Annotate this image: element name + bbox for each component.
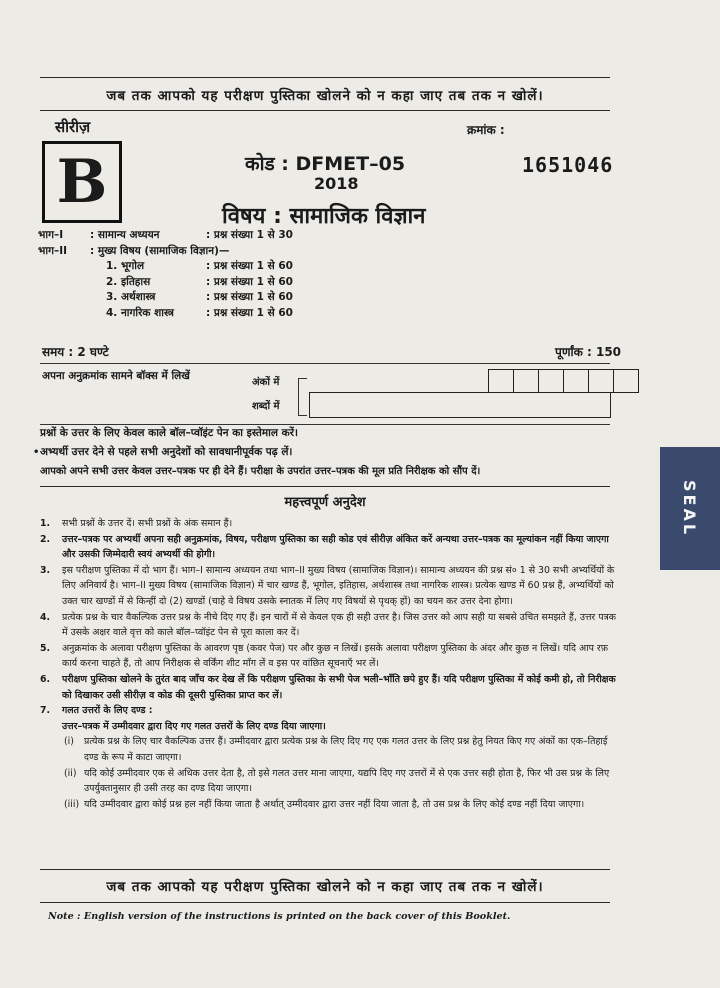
instructions-list (40, 516, 616, 812)
instruction-item (40, 563, 616, 610)
note-line: प्रश्नों के उत्तर के लिए केवल काले बॉल–प्वॉइंट पेन का इस्तेमाल करें। (40, 427, 299, 439)
note-line: आपको अपने सभी उत्तर केवल उत्तर–पत्रक पर ही देने हैं। परीक्षा के उपरांत उत्तर–पत्रक की मूल प्रति निरीक्षक को सौंप दें। (40, 466, 481, 477)
instruction-number: 7. (40, 705, 51, 717)
series-box (42, 141, 122, 223)
instruction-item (40, 610, 616, 641)
general-notes (40, 424, 620, 481)
roll-number-prompt: अपना अनुक्रमांक सामने बॉक्स में लिखें (42, 370, 190, 382)
part-range: : प्रश्न संख्या 1 से 60 (206, 260, 293, 272)
penalty-intro: उत्तर–पत्रक में उम्मीदवार द्वारा दिए गए गलत उत्तरों के लिए दण्ड दिया जाएगा। (62, 720, 326, 732)
banner-rule (40, 110, 610, 111)
penalty-item (40, 797, 616, 813)
penalty-item (40, 766, 616, 797)
penalty-text: यदि कोई उम्मीदवार एक से अधिक उत्तर देता है, तो इसे गलत उत्तर माना जाएगा, यद्यपि दिए गए उत्तरों में से एक उत्तर सही होता है, फिर भी उस प्रश्न के लिए उपर्युक्तानुसार ही उसी तरह का दण्ड दिया जाएगा। (84, 767, 610, 795)
label-brace (298, 378, 307, 416)
bottom-banner: जब तक आपको यह परीक्षण पुस्तिका खोलने को न कहा जाए तब तक न खोलें। (106, 879, 544, 895)
instruction-text: अनुक्रमांक के अलावा परीक्षण पुस्तिका के आवरण पृष्ठ (कवर पेज) पर और कुछ न लिखें। इसके अलावा परीक्षण पुस्तिका के अंदर और कुछ न लिखें। यदि आप रफ़ कार्य करना चाहते हैं, तो आप निरीक्षक से वर्किंग शीट माँग लें व इस पर वांछित सूचनाएँ भर लें। (62, 642, 608, 670)
booklet-code: कोड : DFMET–05 (245, 153, 406, 175)
instruction-text: परीक्षण पुस्तिका खोलने के तुरंत बाद जाँच कर देख लें कि परीक्षण पुस्तिका के सभी पेज भली–भाँति छपे हुए हैं। यदि परीक्षण पुस्तिका में कोई कमी हो, तो निरीक्षक को दिखाकर उसी सीरीज़ व कोड की दूसरी पुस्तिका प्राप्त कर लें। (62, 673, 616, 701)
part-name: 2. इतिहास (106, 275, 151, 288)
part-name: 3. अर्थशास्त्र (106, 291, 156, 303)
serial-number: 1651046 (522, 153, 614, 177)
instruction-item (40, 672, 616, 703)
instruction-text: सभी प्रश्नों के उत्तर दें। सभी प्रश्नों के अंक समान हैं। (62, 518, 233, 529)
bullet-mark: • (33, 447, 40, 458)
penalty-number: (ii) (64, 767, 77, 779)
digit-box[interactable] (614, 370, 638, 392)
top-banner: जब तक आपको यह परीक्षण पुस्तिका खोलने को न कहा जाए तब तक न खोलें। (106, 88, 544, 104)
instruction-item (40, 516, 616, 532)
instruction-number: 4. (40, 611, 51, 623)
full-marks: पूर्णांक : 150 (555, 345, 622, 359)
series-letter: B (56, 147, 108, 217)
part-range: : प्रश्न संख्या 1 से 60 (206, 291, 293, 303)
top-rule (40, 77, 610, 78)
penalty-text: प्रत्येक प्रश्न के लिए चार वैकल्पिक उत्तर हैं। उम्मीदवार द्वारा प्रत्येक प्रश्न के लिए दिए गए एक गलत उत्तर के लिए प्रश्न हेतु नियत किए गए अंकों का एक–तिहाई दण्ड के रूप में काटा जाएगा। (84, 736, 608, 763)
penalty-text: यदि उम्मीदवार द्वारा कोई प्रश्न हल नहीं किया जाता है अर्थात् उम्मीदवार द्वारा उत्तर नहीं दिया जाता है, तो उस प्रश्न के लिए कोई दण्ड नहीं दिया जाएगा। (84, 798, 585, 810)
digit-box[interactable] (539, 370, 564, 392)
instruction-text: गलत उत्तरों के लिए दण्ड : (62, 705, 153, 717)
serial-label: क्रमांक : (467, 123, 505, 137)
instruction-number: 2. (40, 533, 51, 545)
note-line: अभ्यर्थी उत्तर देने से पहले सभी अनुदेशों को सावधानीपूर्वक पढ़ लें। (40, 446, 293, 458)
part-name: 1. भूगोल (106, 260, 145, 272)
seal-label: SEAL (680, 479, 700, 538)
subject-title: विषय : सामाजिक विज्ञान (222, 204, 426, 229)
instruction-text: प्रत्येक प्रश्न के चार वैकल्पिक उत्तर प्रश्न के नीचे दिए गए हैं। इन चारों में से केवल एक ही सही उत्तर है। जिस उत्तर को आप सही या सबसे उचित समझते हैं, उत्तर पत्रक में उसके अक्षर वाले वृत्त को काले बॉल–प्वॉइंट पेन से पूरा काला कर दें। (62, 611, 616, 639)
instruction-item (40, 641, 616, 672)
instruction-number: 1. (40, 518, 51, 529)
instructions-rule (40, 486, 610, 487)
penalty-item (40, 734, 616, 765)
instruction-number: 5. (40, 642, 51, 654)
part-label: भाग–I (38, 229, 64, 241)
part-name: 4. नागरिक शास्त्र (106, 306, 174, 319)
roll-number-words-box[interactable] (309, 392, 611, 418)
digit-box[interactable] (489, 370, 514, 392)
exam-time: समय : 2 घण्टे (42, 345, 109, 359)
seal-tab[interactable] (660, 447, 720, 570)
in-words-label: शब्दों में (252, 401, 280, 412)
part-range: : प्रश्न संख्या 1 से 30 (206, 229, 293, 241)
instruction-item (40, 703, 616, 719)
part-range: : प्रश्न संख्या 1 से 60 (206, 306, 293, 319)
penalty-number: (i) (64, 736, 74, 748)
instruction-text: इस परीक्षण पुस्तिका में दो भाग हैं। भाग–I सामान्य अध्ययन तथा भाग–II मुख्य विषय (सामाजिक विज्ञान)। सामान्य अध्ययन की प्रश्न सं० 1 से 30 सभी अभ्यर्थियों के लिए अनिवार्य है। भाग–II मुख्य विषय (सामाजिक विज्ञान) में चार खण्ड हैं, भूगोल, इतिहास, अर्थशास्त्र तथा नागरिक शास्त्र। प्रत्येक खण्ड में 60 प्रश्न हैं, अभ्यर्थियों को उक्त चार खण्डों में से किन्हीं दो (2) खण्डों (चाहे वे विषय उसके स्नातक में लिए गए विषयों से पृथक् हों) का चयन कर उत्तर देना होगा। (62, 564, 615, 607)
digit-box[interactable] (514, 370, 539, 392)
bottom-rule (40, 902, 610, 903)
exam-year: 2018 (314, 174, 359, 193)
series-label: सीरीज़ (55, 118, 91, 136)
part-label: भाग–II (38, 244, 68, 257)
roll-number-digit-boxes[interactable] (488, 369, 639, 393)
part-name: : मुख्य विषय (सामाजिक विज्ञान)— (90, 244, 230, 257)
penalty-number: (iii) (64, 798, 80, 810)
in-figures-label: अंकों में (252, 377, 280, 388)
instruction-number: 6. (40, 673, 51, 685)
instruction-item (40, 532, 616, 563)
digit-box[interactable] (564, 370, 589, 392)
part-name: : सामान्य अध्ययन (90, 229, 160, 241)
part-range: : प्रश्न संख्या 1 से 60 (206, 275, 293, 288)
instructions-heading: महत्त्वपूर्ण अनुदेश (284, 495, 366, 510)
instruction-number: 3. (40, 564, 51, 576)
instruction-text: उत्तर–पत्रक पर अभ्यर्थी अपना सही अनुक्रमांक, विषय, परीक्षण पुस्तिका का सही कोड एवं सीरीज़ अंकित करें अन्यथा उत्तर–पत्रक का मूल्यांकन नहीं किया जाएगा और उसकी जिम्मेदारी स्वयं अभ्यर्थी की होगी। (62, 533, 609, 561)
digit-box[interactable] (589, 370, 614, 392)
bottom-rule-top (40, 869, 610, 870)
english-version-note: Note : English version of the instructions is printed on the back cover of this Booklet. (48, 911, 511, 922)
